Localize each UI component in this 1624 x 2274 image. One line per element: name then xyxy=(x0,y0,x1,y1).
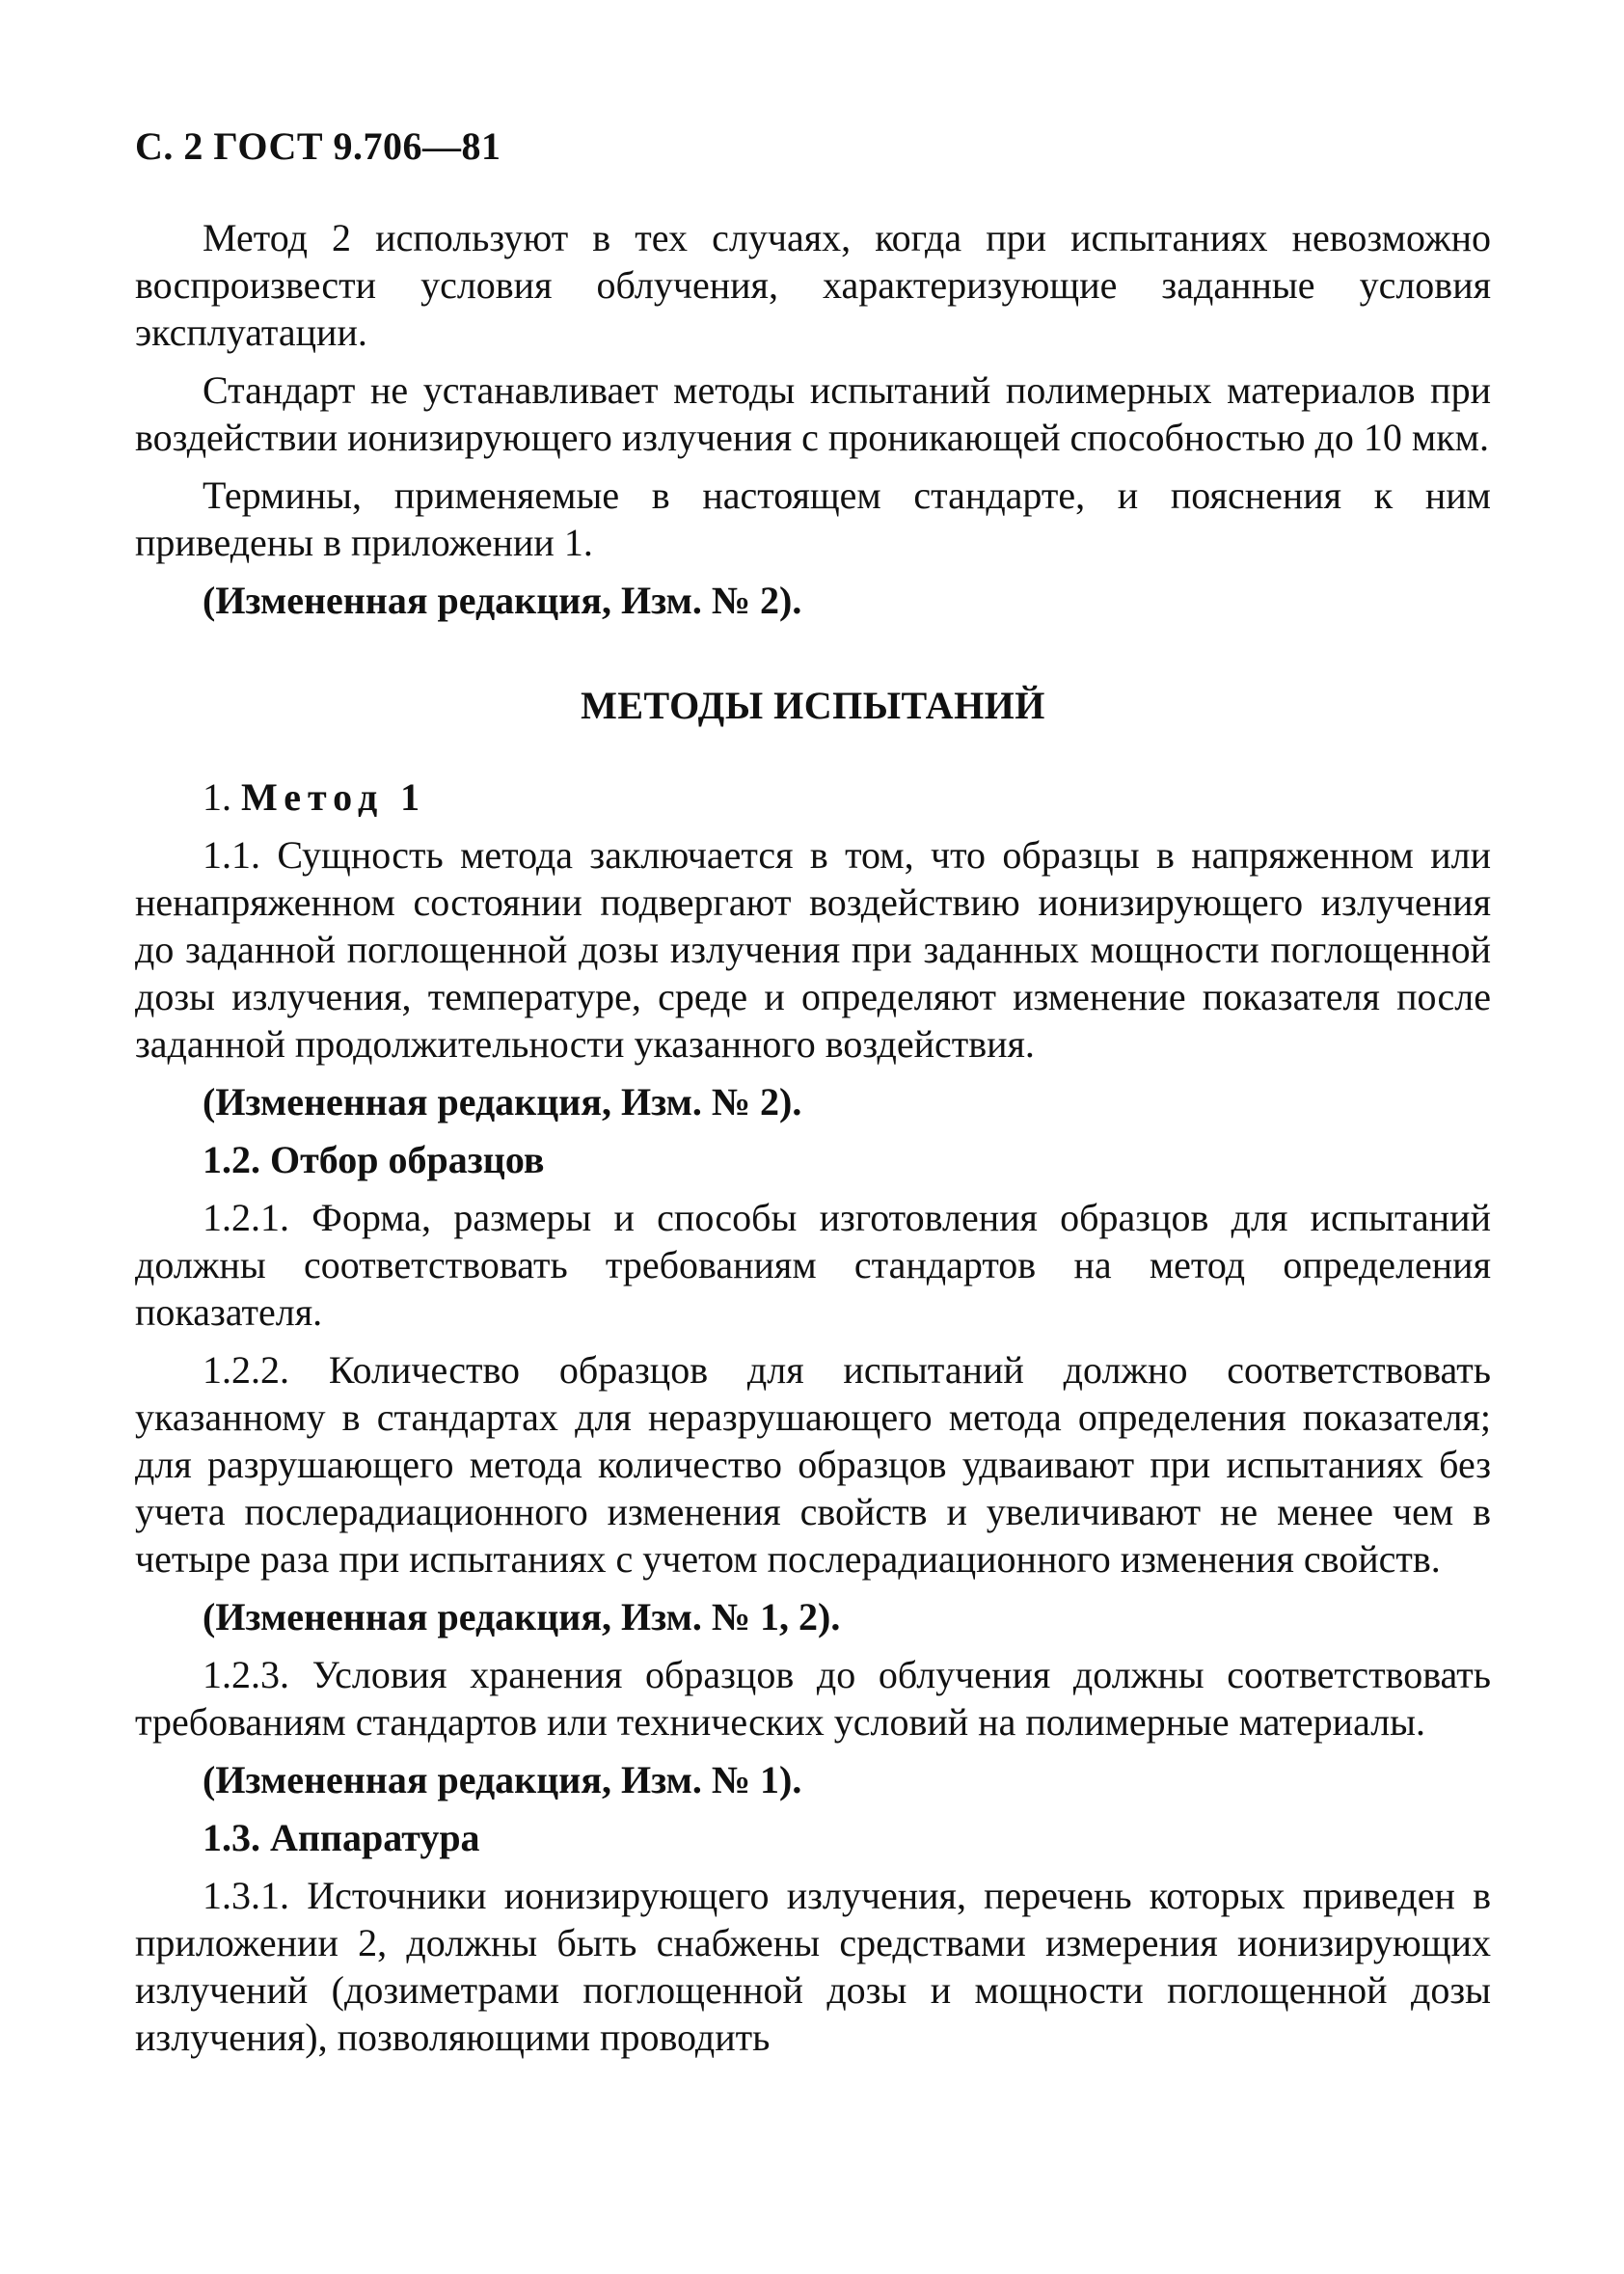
intro-paragraph-3: Термины, применяемые в настоящем стандарте, и пояснения к ним приведены в приложении 1. xyxy=(135,474,1491,564)
amendment-note: (Измененная редакция, Изм. № 1, 2). xyxy=(203,1595,841,1638)
clause-1-3-1: 1.3.1. Источники ионизирующего излучения, перечень которых приведен в приложении 2, должны быть снабжены средствами измерения ионизирующих излучений (дозиметрами поглощенной дозы и мощности поглощенной дозы излучения), позволяющими проводить xyxy=(135,1874,1491,2059)
clause-1-2-3: 1.2.3. Условия хранения образцов до облучения должны соответствовать требованиям стандартов или технических условий на полимерные материалы. xyxy=(135,1653,1491,1744)
intro-paragraph-1: Метод 2 используют в тех случаях, когда при испытаниях невозможно воспроизвести условия облучения, характеризующие заданные условия эксплуатации. xyxy=(135,216,1491,354)
clause-1-2-2: 1.2.2. Количество образцов для испытаний должно соответствовать указанному в стандартах для неразрушающего метода определения показателя; для разрушающего метода количество образцов удваивают при испытаниях без учета послерадиационного изменения свойств и увеличивают не менее чем в четыре раза при испытаниях с учетом послерадиационного изменения свойств. xyxy=(135,1348,1491,1581)
amendment-note: (Измененная редакция, Изм. № 2). xyxy=(203,1080,802,1123)
method-title: Метод 1 xyxy=(241,775,427,819)
method-number: 1. xyxy=(203,775,231,819)
document-body xyxy=(135,214,1491,2071)
method-heading xyxy=(135,773,1491,821)
amendment-note: (Измененная редакция, Изм. № 2). xyxy=(203,579,802,622)
subheading-apparatus: 1.3. Аппаратура xyxy=(203,1816,480,1859)
subheading-sampling: 1.2. Отбор образцов xyxy=(203,1138,545,1181)
clause-1-2-1: 1.2.1. Форма, размеры и способы изготовления образцов для испытаний должны соответствовать требованиям стандартов на метод определения показателя. xyxy=(135,1196,1491,1334)
section-title: МЕТОДЫ ИСПЫТАНИЙ xyxy=(581,684,1045,727)
clause-1-1: 1.1. Сущность метода заключается в том, что образцы в напряженном или ненапряженном состоянии подвергают воздействию ионизирующего излучения до заданной поглощенной дозы излучения при заданных мощности поглощенной дозы излучения, температуре, среде и определяют изменение показателя после заданной продолжительности указанного воздействия. xyxy=(135,833,1491,1066)
running-head: С. 2 ГОСТ 9.706—81 xyxy=(135,124,501,168)
amendment-note: (Измененная редакция, Изм. № 1). xyxy=(203,1758,802,1801)
intro-paragraph-2: Стандарт не устанавливает методы испытаний полимерных материалов при воздействии ионизирующего излучения с проникающей способностью до 10 мкм. xyxy=(135,368,1491,459)
